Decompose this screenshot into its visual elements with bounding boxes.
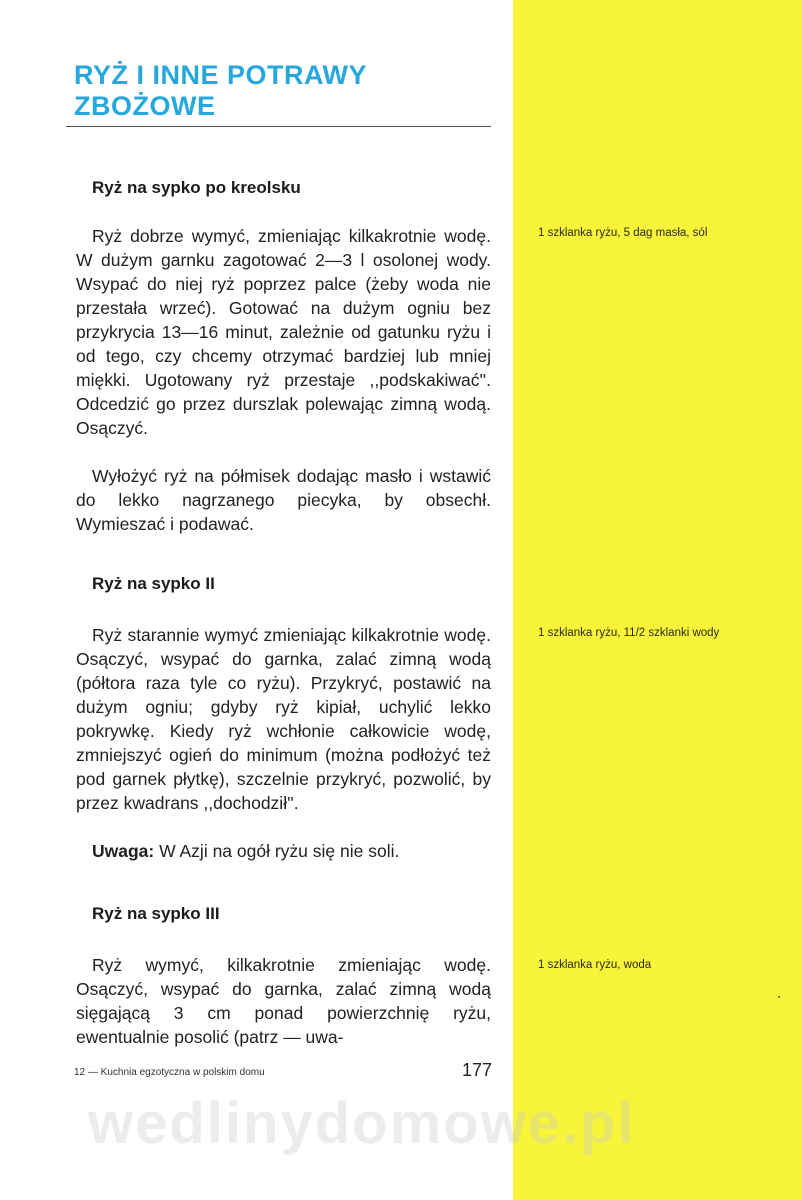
recipe-3-paragraph-1: Ryż wymyć, kilkakrotnie zmieniając wodę. Osączyć, wsypać do garnka, zalać zimną wodą sięgającą 3 cm ponad powierzchnię ryżu, ewentualnie posolić (patrz — uwa- bbox=[76, 955, 491, 1047]
title-divider bbox=[66, 126, 491, 127]
recipe-1-ingredients: 1 szklanka ryżu, 5 dag masła, sól bbox=[538, 227, 708, 239]
recipe-1-paragraph-1: Ryż dobrze wymyć, zmieniając kilkakrotnie wodę. W dużym garnku zagotować 2—3 l osolonej wody. Wsypać do niej ryż poprzez palce (żeby woda nie przestała wrzeć). Gotować na dużym ogniu bez przykrycia 13—16 minut, zależnie od gatunku ryżu i od tego, czy chcemy otrzymać bardziej lub mniej miękki. Ugotowany ryż przestaje ,,podskakiwać''. Odcedzić go przez durszlak polewając zimną wodą. Osączyć. bbox=[76, 226, 491, 438]
recipe-2-paragraph-1: Ryż starannie wymyć zmieniając kilkakrotnie wodę. Osączyć, wsypać do garnka, zalać zimną wodą (półtora raza tyle co ryżu). Przykryć, postawić na dużym ogniu; gdyby ryż kipiał, uchylić lekko pokrywkę. Kiedy ryż wchłonie całkowicie wodę, zmniejszyć ogień do minimum (można podłożyć też pod garnek płytkę), szczelnie przykryć, pozwolić, by przez kwadrans ,,dochodził''. bbox=[76, 625, 491, 813]
chapter-title: RYŻ I INNE POTRAWY ZBOŻOWE bbox=[74, 60, 367, 121]
yellow-margin-band bbox=[513, 0, 802, 1200]
recipe-2-note bbox=[76, 839, 491, 863]
recipe-3-ingredients: 1 szklanka ryżu, woda bbox=[538, 959, 652, 971]
note-label: Uwaga: bbox=[92, 841, 155, 861]
print-speck bbox=[778, 996, 780, 998]
recipe-heading-sypko-2: Ryż na sypko II bbox=[92, 574, 215, 593]
watermark: wedlinydomowe.pl bbox=[88, 1091, 636, 1156]
page-number: 177 bbox=[462, 1060, 493, 1080]
recipe-2-ingredients: 1 szklanka ryżu, 11/2 szklanki wody bbox=[538, 627, 720, 639]
recipe-heading-kreolsku: Ryż na sypko po kreolsku bbox=[92, 178, 301, 197]
recipe-1-paragraph-2: Wyłożyć ryż na półmisek dodając masło i wstawić do lekko nagrzanego piecyka, by obsechł. Wymieszać i podawać. bbox=[76, 466, 491, 534]
print-signature: 12 — Kuchnia egzotyczna w polskim domu bbox=[74, 1067, 265, 1078]
note-text: W Azji na ogół ryżu się nie soli. bbox=[154, 841, 400, 861]
recipe-heading-sypko-3: Ryż na sypko III bbox=[92, 904, 220, 923]
